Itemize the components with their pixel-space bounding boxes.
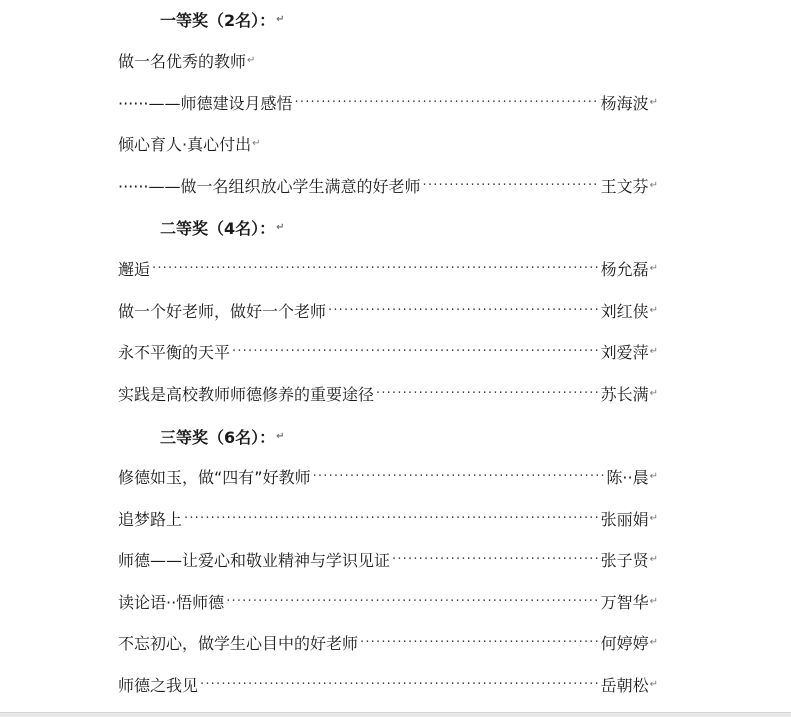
entry-title: 师德——让爱心和敬业精神与学识见证	[118, 550, 391, 570]
entry-author: 张丽娟	[600, 509, 649, 529]
list-item	[118, 505, 658, 531]
paragraph-mark-icon: ↵	[649, 179, 658, 191]
paragraph-mark-icon: ↵	[649, 262, 658, 274]
list-item	[118, 297, 658, 323]
paragraph-mark-icon: ↵	[649, 512, 658, 524]
entry-author: 张子贤	[600, 550, 649, 570]
entry-title: 永不平衡的天平	[118, 342, 231, 362]
list-item	[118, 671, 658, 697]
entry-author: 杨海波	[600, 93, 649, 113]
dot-leader	[200, 677, 599, 692]
paragraph-mark-icon: ↵	[649, 387, 658, 399]
list-item	[118, 338, 658, 364]
paragraph-mark-icon: ↵	[649, 470, 658, 482]
paragraph-mark-icon: ↵	[247, 54, 256, 66]
paragraph-mark-icon: ↵	[649, 345, 658, 357]
heading-text: 一等奖（2名）：	[160, 10, 276, 30]
heading-text: 三等奖（6名）：	[160, 427, 276, 447]
dot-leader	[313, 469, 605, 484]
entry-author: 刘红侠	[600, 301, 649, 321]
section-heading-third-prize	[160, 423, 360, 449]
entry-author: 何婷婷	[600, 633, 649, 653]
entry-title: 倾心育人·真心付出	[118, 134, 252, 154]
entry-title: 实践是高校教师师德修养的重要途径	[118, 384, 375, 404]
dot-leader	[152, 261, 599, 276]
entry-title: 邂逅	[118, 259, 151, 279]
entry-author: 杨允磊	[600, 259, 649, 279]
entry-author: 万智华	[600, 592, 649, 612]
entry-title: 不忘初心，做学生心目中的好老师	[118, 633, 359, 653]
paragraph-mark-icon: ↵	[276, 430, 285, 442]
entry-title: 做一名优秀的教师	[118, 51, 247, 71]
heading-text: 二等奖（4名）：	[160, 218, 276, 238]
paragraph-mark-icon: ↵	[649, 553, 658, 565]
section-heading-first-prize	[160, 6, 360, 32]
paragraph-mark-icon: ↵	[649, 636, 658, 648]
dot-leader	[226, 594, 598, 609]
paragraph-mark-icon: ↵	[276, 221, 285, 233]
entry-title: 读论语··悟师德	[118, 592, 225, 612]
entry-title: 师德之我见	[118, 675, 199, 695]
entry-title: ······——师德建设月感悟	[118, 93, 293, 113]
entry-title: 做一个好老师，做好一个老师	[118, 301, 327, 321]
paragraph-mark-icon: ↵	[276, 13, 285, 25]
dot-leader	[392, 552, 599, 567]
list-item	[118, 89, 658, 115]
list-item	[118, 588, 658, 614]
dot-leader	[184, 511, 599, 526]
dot-leader	[232, 344, 599, 359]
entry-title: ······——做一名组织放心学生满意的好老师	[118, 176, 421, 196]
entry-author: 陈··晨	[606, 467, 649, 487]
page-bottom-divider	[0, 712, 791, 717]
paragraph-mark-icon: ↵	[649, 96, 658, 108]
dot-leader	[328, 303, 599, 318]
entry-author: 刘爱萍	[600, 342, 649, 362]
list-item	[118, 546, 658, 572]
list-item	[118, 629, 658, 655]
entry-title: 修德如玉，做“四有”好教师	[118, 467, 311, 487]
paragraph-mark-icon: ↵	[649, 595, 658, 607]
section-heading-second-prize	[160, 214, 360, 240]
list-item	[118, 172, 658, 198]
paragraph-mark-icon: ↵	[649, 678, 658, 690]
paragraph-mark-icon: ↵	[252, 137, 261, 149]
dot-leader	[423, 178, 599, 193]
list-item	[118, 463, 658, 489]
list-item	[118, 380, 658, 406]
list-item	[118, 47, 658, 73]
dot-leader	[360, 635, 599, 650]
entry-title: 追梦路上	[118, 509, 183, 529]
list-item	[118, 255, 658, 281]
dot-leader	[295, 95, 599, 110]
entry-author: 王文芬	[600, 176, 649, 196]
dot-leader	[376, 386, 599, 401]
list-item	[118, 130, 658, 156]
entry-author: 岳朝松	[600, 675, 649, 695]
paragraph-mark-icon: ↵	[649, 304, 658, 316]
entry-author: 苏长满	[600, 384, 649, 404]
